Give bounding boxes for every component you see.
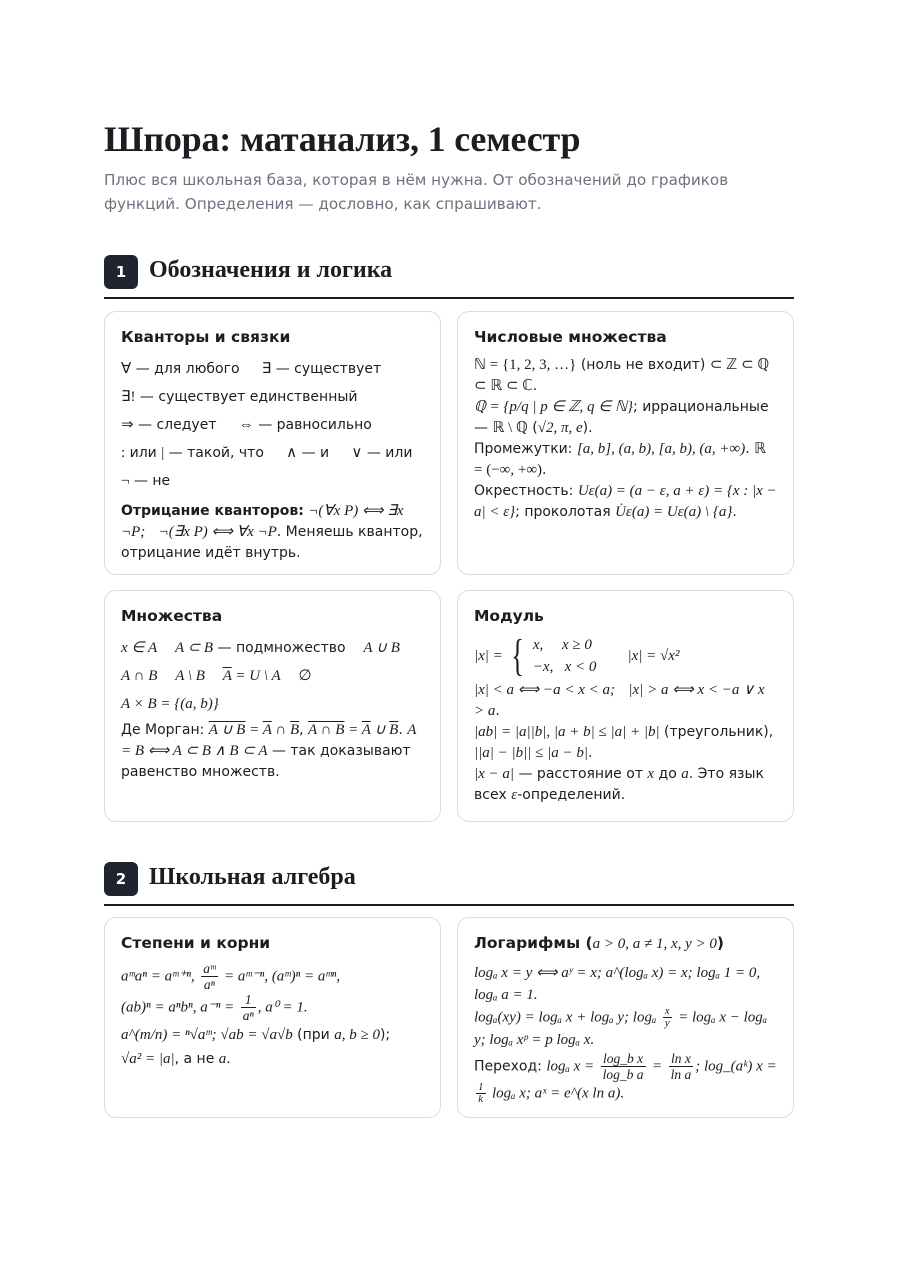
fraction-numerator: aᵐ [203,961,216,976]
sets-line [121,634,424,662]
de-morgan-line [121,720,424,783]
section-number-badge: 2 [104,862,138,896]
section-title: Школьная алгебра [149,864,356,890]
fraction-numerator: 1 [241,992,256,1008]
exists-text: — существует [271,361,382,377]
number-sets-paragraph [474,397,777,439]
section-number-badge: 1 [104,255,138,289]
distance-text: до [654,766,682,782]
log-formulas [474,962,777,1105]
quantifier-line [121,439,424,467]
not-symbol: ¬ [121,473,130,489]
quantifier-line [121,383,424,411]
log-properties: logₐ(xy) = logₐ x + logₐ y; logₐ [474,1009,657,1026]
exists-symbol: ∃ [261,361,272,377]
abs-sqrt-formula: |x| = √x² [627,648,680,664]
distance-text: . Это язык всех [474,766,764,803]
log-fraction [669,1051,694,1082]
de-morgan-formula: ∪ [370,722,390,738]
root-formula: a^(m/n) = ⁿ√aᵐ; √ab = √a√b [121,1027,293,1043]
implies-symbol: ⇒ [121,417,134,433]
case-condition: x ≥ 0 [561,637,592,653]
distance-text: — расстояние от [514,766,648,782]
de-morgan-formula: = [344,722,362,738]
number-sets-paragraph [474,439,777,481]
quantifier-line [121,411,424,439]
punctuation: . [226,1051,231,1067]
exists-unique-symbol: ∃! [121,389,136,405]
de-morgan-label: Де Морган: [121,722,209,738]
such-that-text: — такой, что [164,445,264,461]
fraction-denominator: log_b a [602,1067,644,1082]
card-title: Множества [121,607,223,625]
abs-lhs: |x| = [474,648,503,664]
power-fraction [201,961,217,992]
irrationals-text: ; иррациональные — [474,399,769,436]
case-value: −x, [532,659,554,675]
var-epsilon: ε [511,787,518,803]
abs-inequality: |x| > a ⟺ x < −a ∨ x > a [474,682,765,719]
punctured-label: ; проколотая [515,504,616,520]
de-morgan-formula: $\overline{B}$ [389,722,399,738]
sets-line [121,662,424,690]
section-1-header [104,255,794,291]
or-text: — или [362,445,413,461]
intervals-formula: [a, b], (a, b), [a, b), (a, +∞) [576,441,746,457]
punctuation: . [495,703,500,719]
abs-inequality: |x| < a ⟺ −a < x < a; [474,682,616,698]
de-morgan-formula: $\overline{A}$ [361,722,371,738]
card-absolute-value [457,590,794,822]
cartesian-product-formula: A × B = {(a, b)} [121,696,219,712]
left-brace-icon: { [511,631,525,680]
log-conditions: a > 0, a ≠ 1, x, y > 0 [592,936,717,952]
page-title: Шпора: матанализ, 1 семестр [104,119,581,159]
forall-symbol: ∀ [121,361,132,377]
fraction-numerator: 1 [478,1081,484,1093]
var-a: a [681,766,689,782]
log-fraction [476,1082,486,1105]
card-title-text: Логарифмы ( [474,934,593,952]
reals-formula: ℝ = (−∞, +∞) [474,441,767,478]
naturals-formula: ℕ = {1, 2, 3, …} [474,357,577,373]
change-of-base-formula: logₐ x = [546,1058,595,1075]
de-morgan-formula: A ∪ B [208,722,246,738]
fraction-denominator: aⁿ [203,977,215,992]
change-of-base-formula: ; log_(aᵏ) x = [695,1058,777,1075]
log-properties: = logₐ x − logₐ y; logₐ xᵖ = p logₐ x. [474,1009,768,1048]
not-text: — не [129,473,171,489]
inclusion-chain: ⊂ ℤ ⊂ ℚ ⊂ ℝ ⊂ ℂ [474,357,770,394]
power-formula: , a⁰ = 1. [257,999,308,1016]
sqrt-abs-text: , а не [174,1051,219,1067]
or-text: или [125,445,162,461]
set-equality-text: — так доказывают равенство множеств. [121,743,411,780]
de-morgan-formula: $\overline{A}$ [262,722,272,738]
negation-rule [121,501,424,564]
distance-text: -определений. [517,787,626,803]
de-morgan-formula: A ∩ B [308,722,345,738]
fraction-numerator: log_b x [601,1051,646,1067]
reverse-triangle: ||a| − |b|| ≤ |a − b| [474,745,588,761]
section-2-header [104,862,794,898]
power-formula: aᵐaⁿ = aᵐ⁺ⁿ, [121,968,195,985]
card-powers-roots [104,917,441,1118]
card-sets [104,590,441,822]
root-condition-text: (при [292,1027,335,1043]
punctuation: . [587,745,593,761]
abs-definition [474,631,777,680]
abs-properties [474,680,777,806]
abs-cases [533,634,597,678]
fraction-numerator: x [664,1005,670,1017]
fraction-denominator: y [664,1017,670,1029]
root-condition: a, b ≥ 0 [334,1027,380,1043]
or-symbol: ∨ [351,445,363,461]
colon-symbol: : [121,445,126,461]
card-title: Модуль [474,607,544,625]
exists-unique-text: — существует единственный [135,389,358,405]
complement-formula: $\overline{A}$ [222,668,232,684]
punctuation: ); [379,1027,391,1043]
fraction-denominator: k [478,1093,484,1105]
number-sets-paragraph [474,481,777,523]
section-divider [104,904,794,906]
subset-formula: A ⊂ B [174,640,214,656]
irrationals-formula: ℝ \ ℚ [492,420,528,436]
empty-set-symbol: ∅ [298,668,312,684]
implies-text: — следует [133,417,217,433]
neighborhood-formula: Uε(a) = (a − ε, a + ε) = {x : |x − a| < ε} [474,483,777,520]
sets-line [121,690,424,718]
card-title: Степени и корни [121,934,271,952]
punctuation: . [542,462,547,478]
iff-symbol: ⇔ [238,417,254,433]
negation-text: . Меняешь квантор, отрицание идёт внутрь. [121,524,423,561]
punctuation: . [732,504,737,520]
number-sets-paragraph [474,355,777,397]
log-fraction [663,1006,672,1029]
punctured-formula: U̇ε(a) = Uε(a) \ {a} [615,504,733,520]
power-fraction [241,992,256,1023]
power-formula: (ab)ⁿ = aⁿbⁿ, a⁻ⁿ = [121,999,235,1016]
neighborhood-label: Окрестность: [474,483,578,499]
de-morgan-formula: ∩ [271,722,290,738]
punctuation: ( [527,420,538,436]
section-title: Обозначения и логика [149,257,393,283]
rationals-formula: ℚ = {p/q | p ∈ ℤ, q ∈ ℕ} [474,399,634,415]
punctuation: . [745,441,755,457]
sqrt-abs-formula: √a² = |a| [121,1051,175,1067]
quantifier-line [121,467,424,495]
page-subtitle: Плюс вся школьная база, которая в нём нужна. От обозначений до графиков функций. Определения — дословно, как спрашивают. [104,171,729,213]
forall-text: — для любого [131,361,240,377]
section-divider [104,297,794,299]
and-text: — и [297,445,330,461]
abs-product-triangle: |ab| = |a||b|, |a + b| ≤ |a| + |b| [474,724,660,740]
complement-formula: = U \ A [231,668,281,684]
naturals-note: (ноль не входит) [576,357,710,373]
case-condition: x < 0 [564,659,597,675]
element-of-formula: x ∈ A [121,640,158,656]
fraction-denominator: ln a [670,1067,692,1082]
iff-text: — равносильно [253,417,372,433]
punctuation: , [299,722,309,738]
de-morgan-formula: $\overline{B}$ [289,722,300,738]
punctuation: . [532,378,538,394]
card-number-sets [457,311,794,575]
card-title: Кванторы и связки [121,328,291,346]
card-logarithms [457,917,794,1118]
negation-formula: ¬(∃x P) ⟺ ∀x ¬P [158,524,277,540]
change-of-base-formula: logₐ x; aˣ = e^(x ln a). [491,1085,625,1102]
card-title-text: ) [716,934,724,952]
irrational-examples: √2, π, e [537,420,583,436]
distance-formula: |x − a| [474,766,515,782]
var-a: a [218,1051,227,1067]
bar-symbol: | [161,445,165,461]
punctuation: ). [582,420,593,436]
set-equality-formula: A = B ⟺ A ⊂ B ∧ B ⊂ A [121,722,417,759]
log-fraction [601,1051,646,1082]
and-symbol: ∧ [286,445,298,461]
change-of-base-label: Переход: [474,1058,547,1075]
fraction-numerator: ln x [669,1051,694,1067]
card-quantifiers [104,311,441,575]
power-formula: = aᵐ⁻ⁿ, (aᵐ)ⁿ = aᵐⁿ, [224,968,341,985]
intervals-label: Промежутки: [474,441,577,457]
negation-label: Отрицание кванторов: [121,503,304,519]
powers-formulas [121,961,424,1071]
punctuation: . [398,722,403,738]
intersection-formula: A ∩ B [121,668,158,684]
negation-formula: ¬(∀x P) ⟺ ∃x ¬P; [121,503,404,540]
fraction-denominator: aⁿ [242,1008,254,1023]
union-formula: A ∪ B [363,640,400,656]
quantifier-line [121,355,424,383]
subset-text: — подмножество [213,640,346,656]
triangle-note: (треугольник), [659,724,774,740]
case-value: x, [532,637,544,653]
card-title [474,934,777,953]
card-title: Числовые множества [474,328,667,346]
log-definition: logₐ x = y ⟺ aʸ = x; a^(logₐ x) = x; logₐ 1 = 0, logₐ a = 1. [474,965,761,1003]
var-x: x [647,766,655,782]
change-of-base-formula: = [651,1058,663,1075]
difference-formula: A \ B [175,668,205,684]
de-morgan-formula: = [245,722,263,738]
